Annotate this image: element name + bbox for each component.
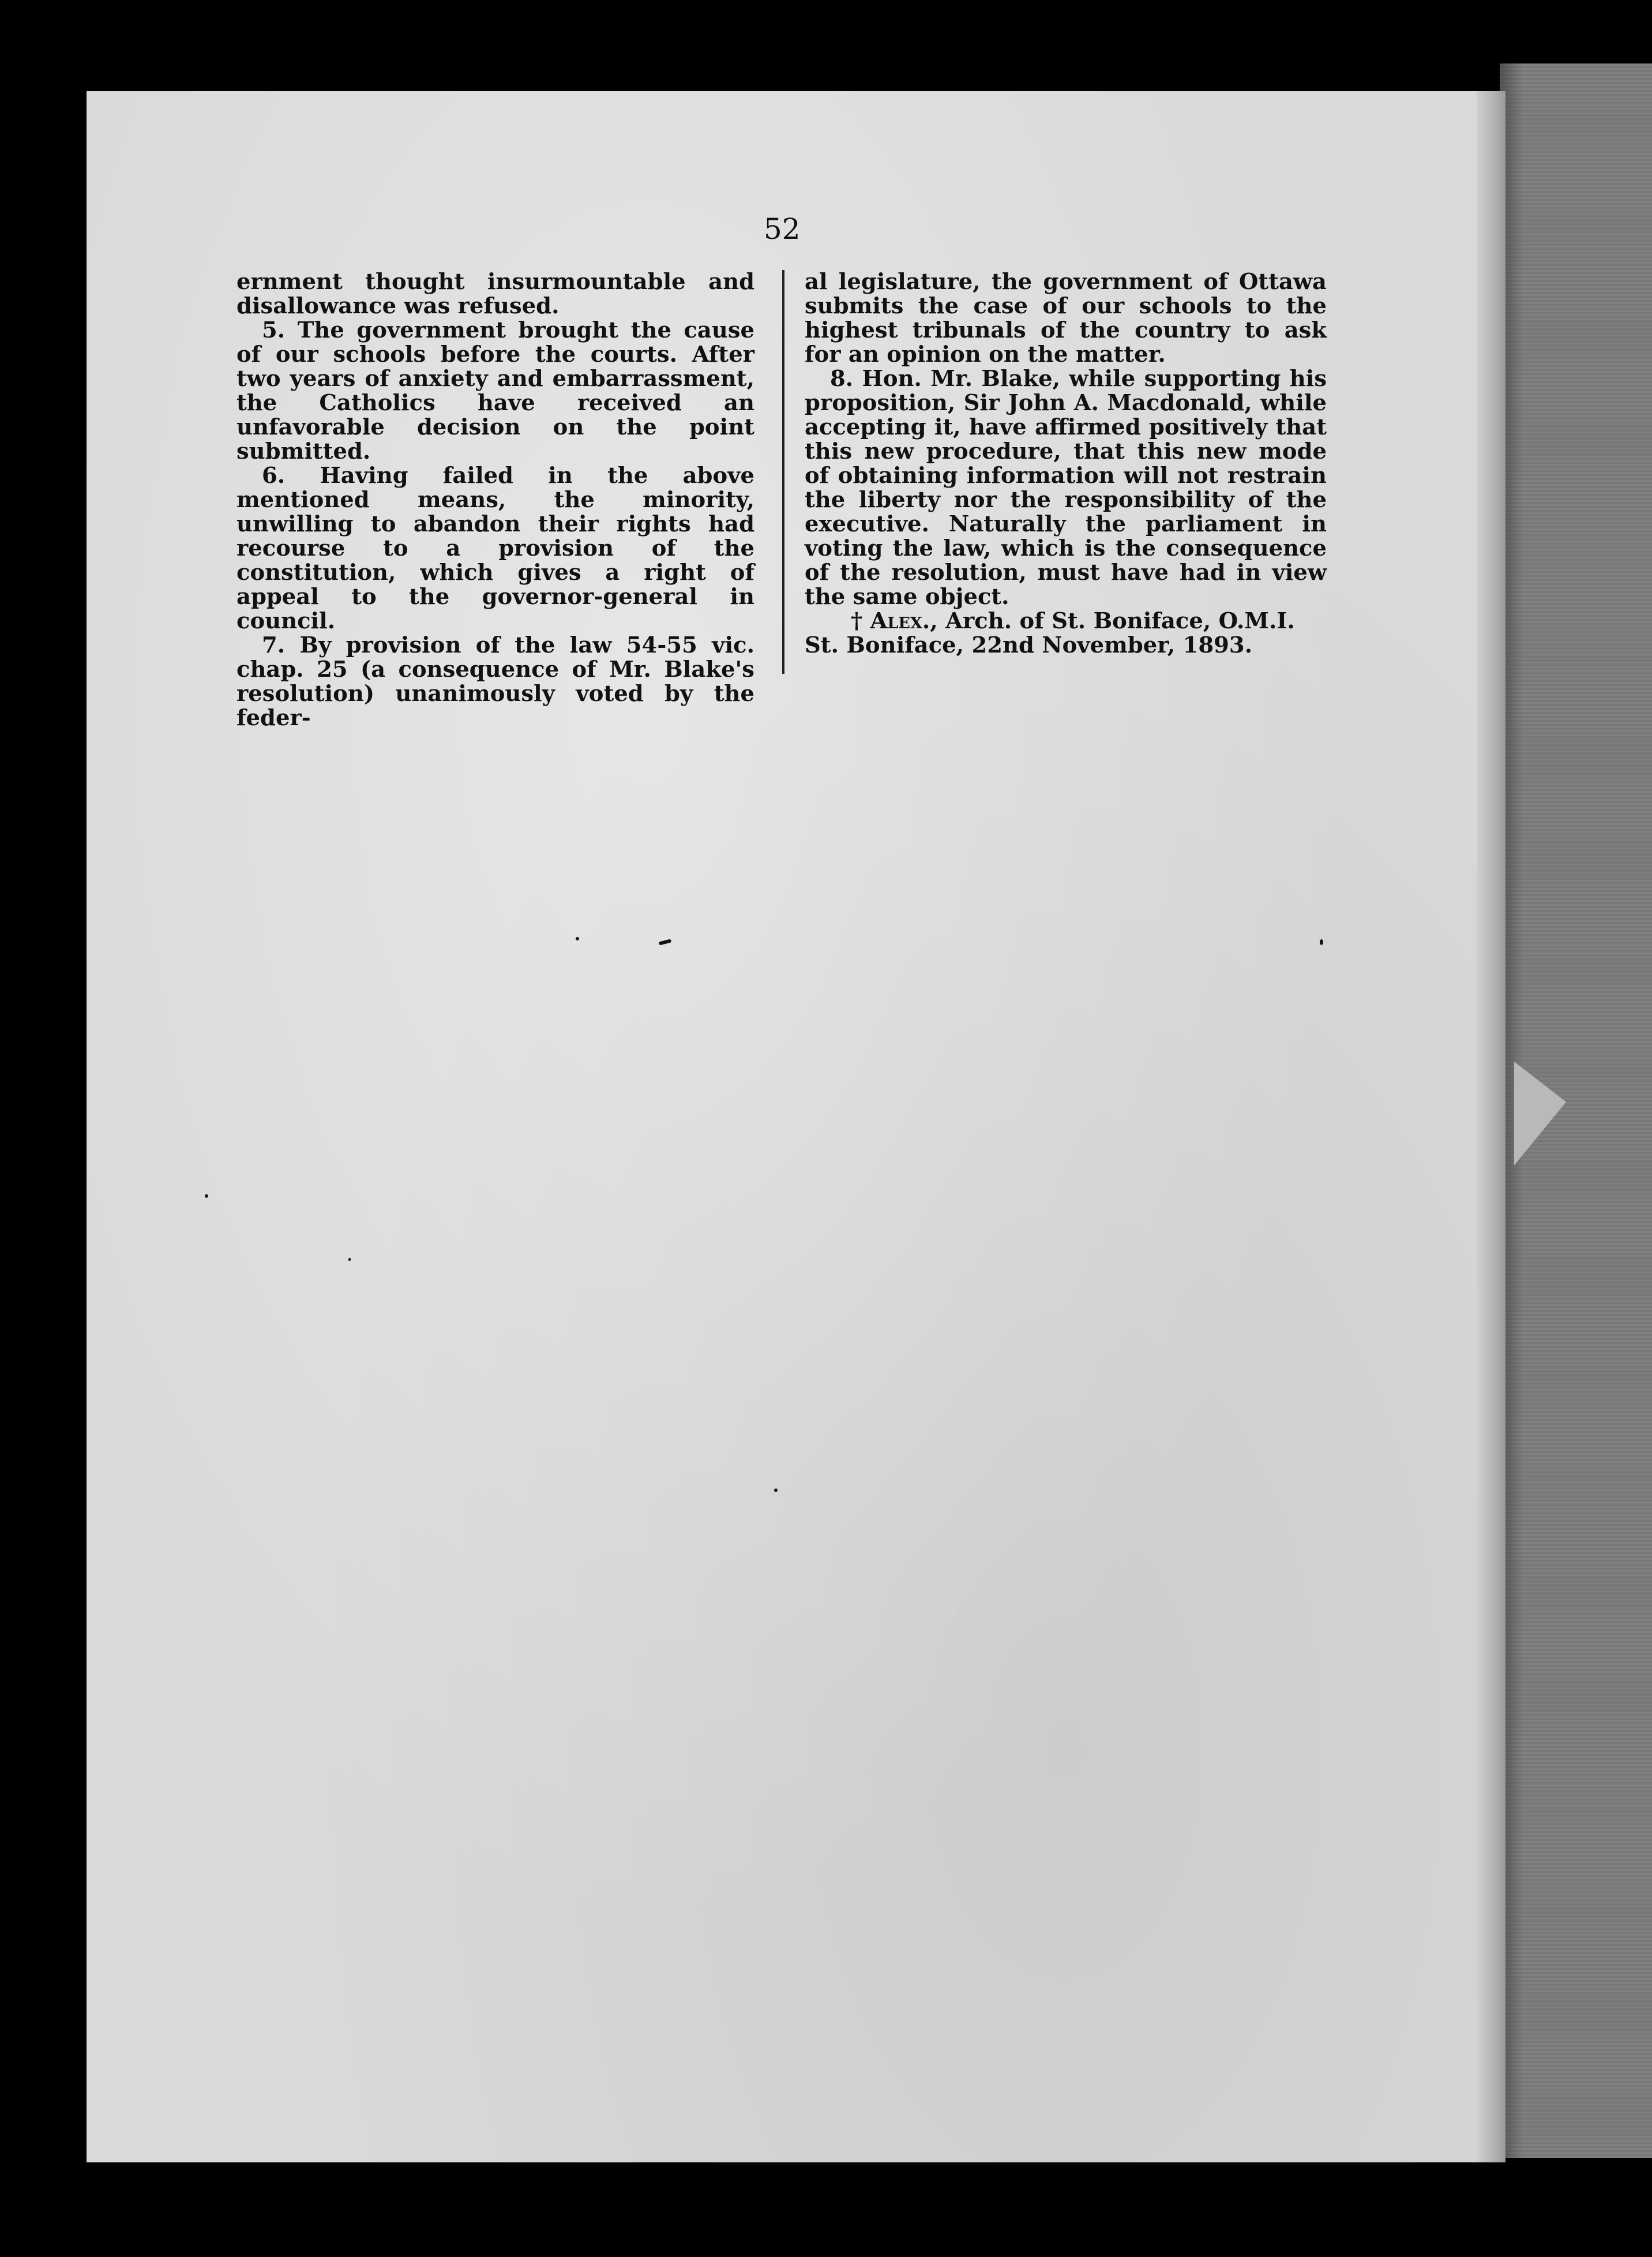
paragraph-6: 6. Having failed in the above mentioned means, the minority, unwilling to abandon their rights had recourse to a provision of the constitution, which gives a right of appeal to the governor-general in council.	[236, 463, 754, 634]
column-divider	[782, 270, 784, 674]
cross-symbol: †	[851, 608, 863, 634]
torn-edge	[1514, 1062, 1566, 1165]
paragraph-5: 5. The government brought the cause of our schools before the courts. After two years of anxiety and embarrassment, the Catholics have received an unfavorable decision on the point submitted.	[236, 317, 754, 464]
paragraph-7: 7. By provision of the law 54-55 vic. chap. 25 (a consequence of Mr. Blake's resolution) unanimously voted by the feder-	[236, 632, 754, 731]
date-line: St. Boniface, 22nd November, 1893.	[805, 632, 1253, 658]
paragraph-continuation: ernment thought insurmountable and disallowance was refused.	[236, 269, 754, 319]
ink-speck	[1320, 939, 1323, 945]
signatory-title: , Arch. of St. Boniface, O.M.I.	[930, 608, 1295, 634]
ink-speck	[774, 1489, 778, 1492]
page-edge	[1477, 91, 1505, 2162]
right-column	[805, 270, 1327, 658]
signatory-name: Alex.	[870, 608, 930, 634]
signature-line	[805, 609, 1327, 633]
left-column	[236, 270, 754, 730]
paragraph-8: 8. Hon. Mr. Blake, while supporting his proposition, Sir John A. Macdonald, while accepting it, have affirmed positively that this new procedure, that this new mode of obtaining information will not restrain the liberty nor the responsibility of the executive. Naturally the parliament in voting the law, which is the consequence of the resolution, must have had in view the same object.	[805, 366, 1327, 610]
ink-speck	[205, 1194, 208, 1198]
page-number: 52	[764, 212, 801, 246]
ink-speck	[348, 1258, 351, 1261]
ink-speck	[576, 937, 579, 940]
paragraph-7-continued: al legislature, the government of Ottawa submits the case of our schools to the highest tribunals of the country to ask for an opinion on the matter.	[805, 269, 1327, 368]
